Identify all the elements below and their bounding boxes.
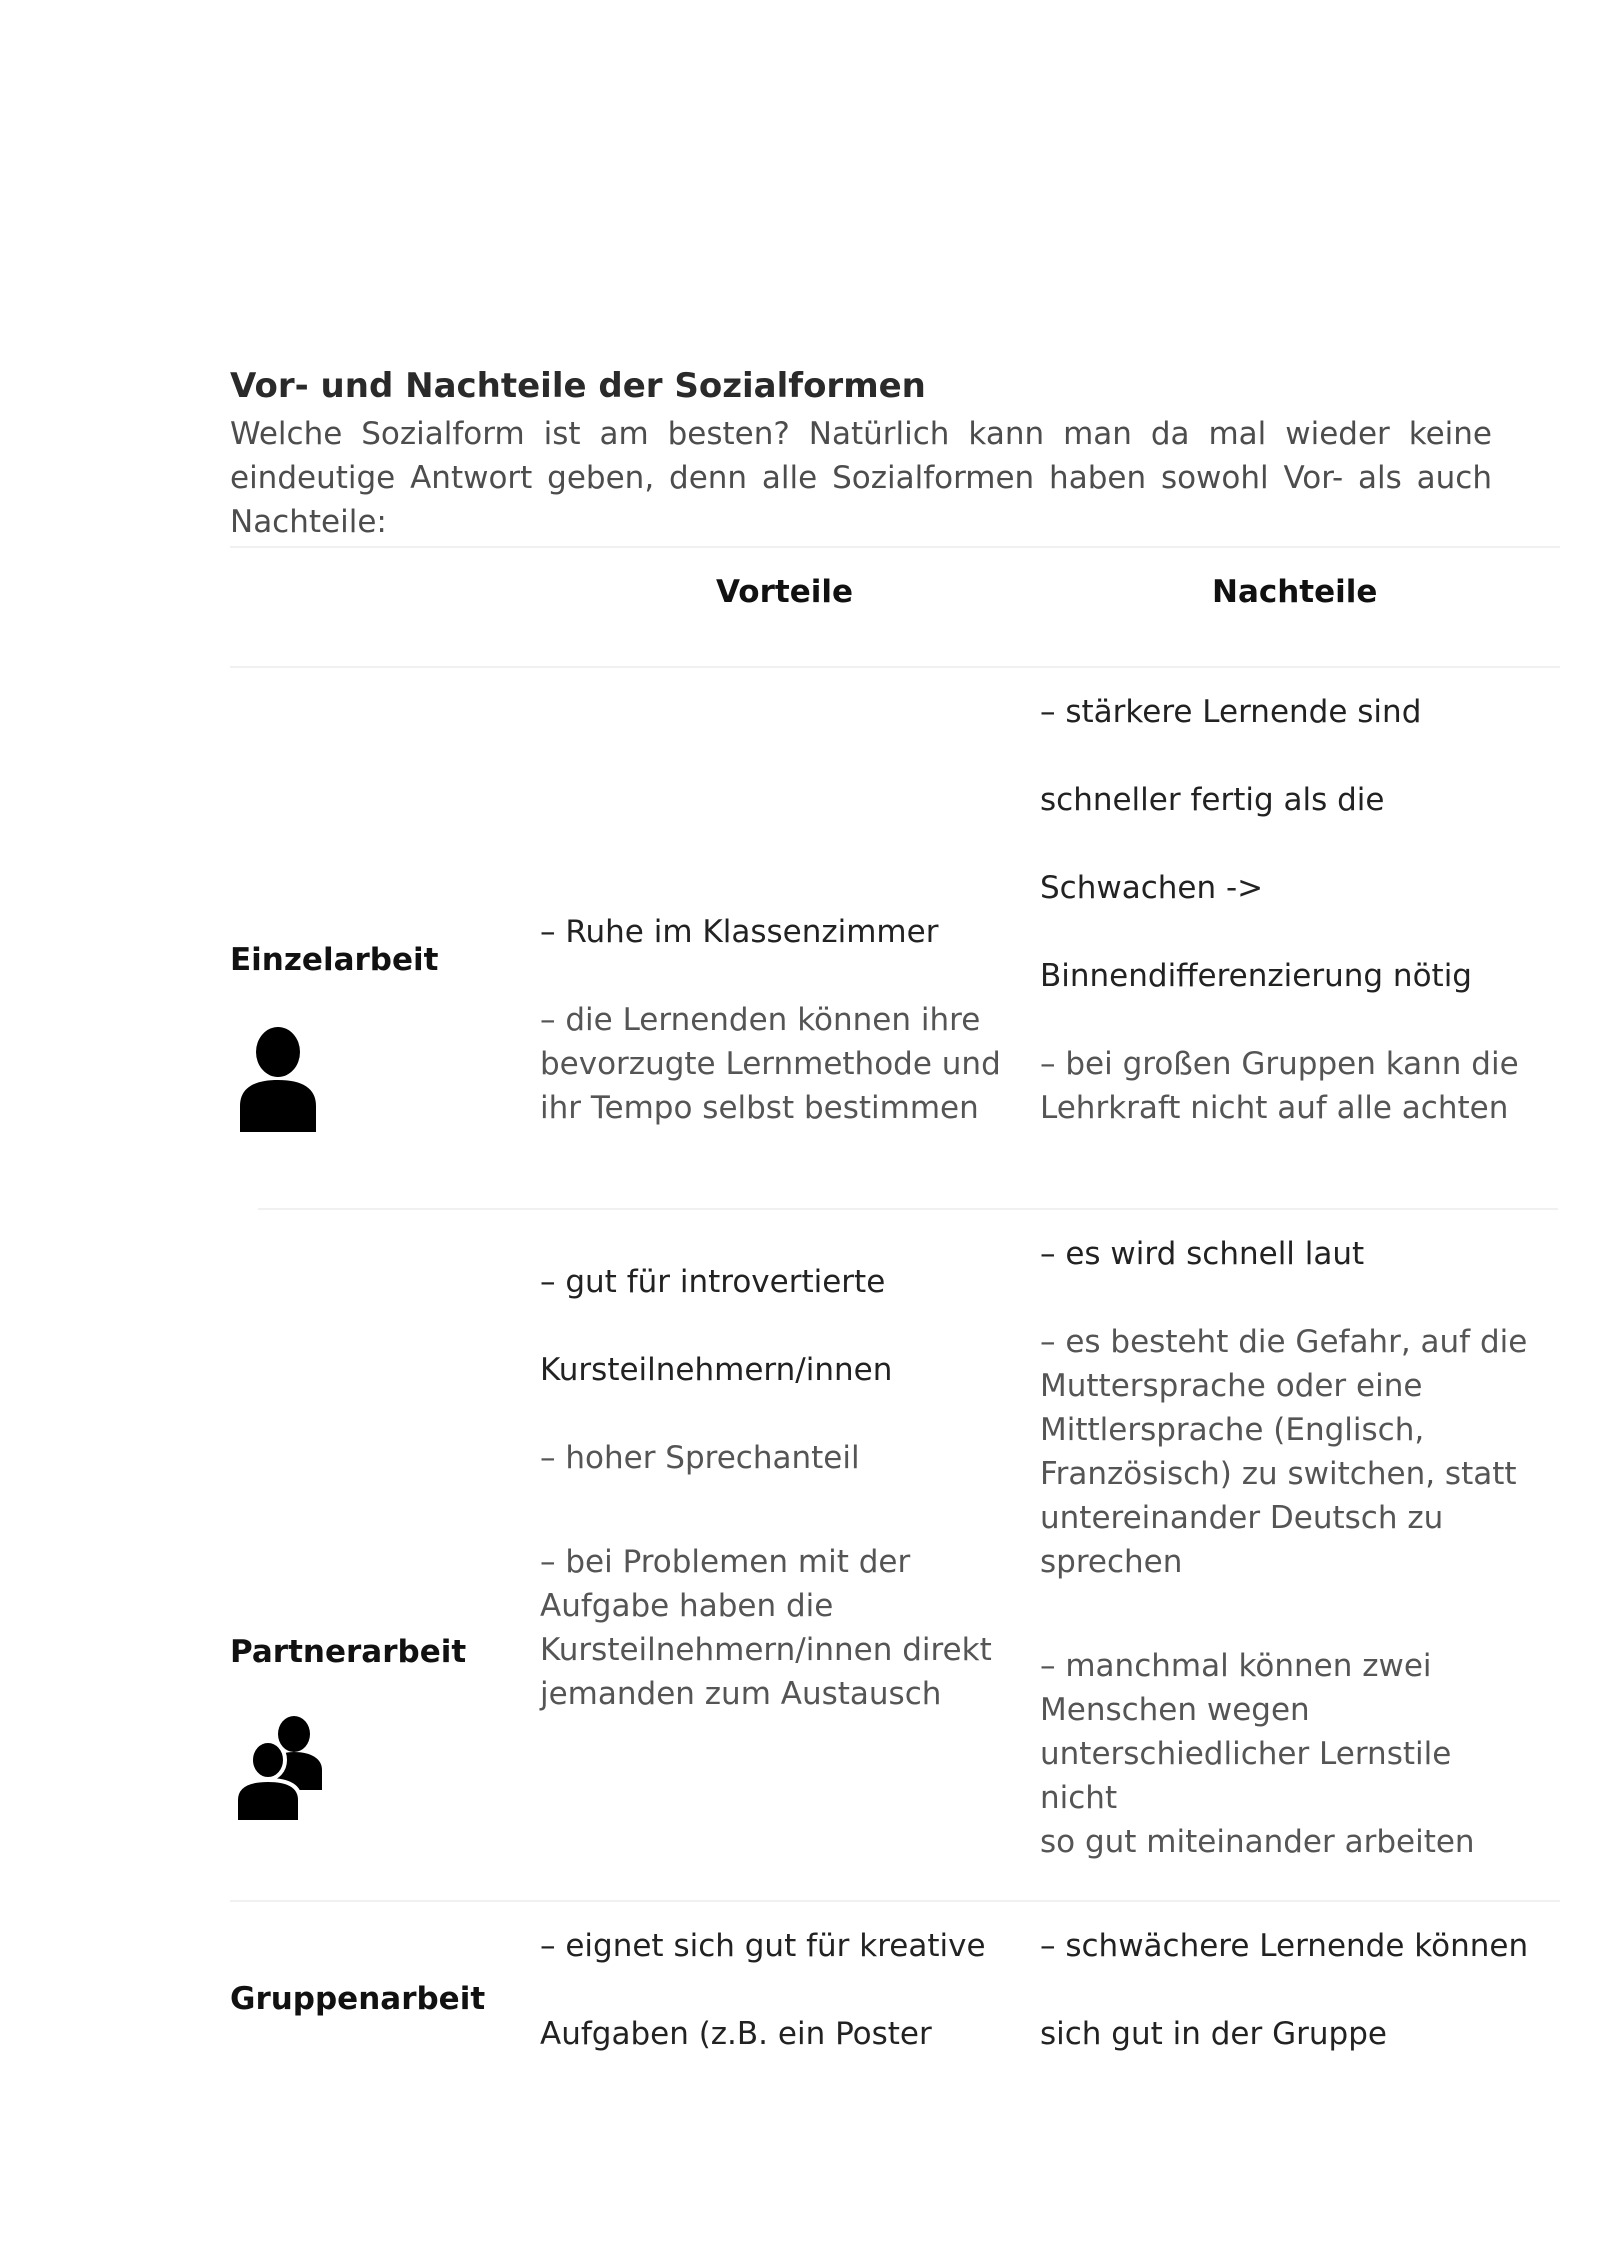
list-item: – eignet sich gut für kreative xyxy=(540,1928,986,1964)
list-item: Französisch) zu switchen, statt xyxy=(1040,1456,1517,1492)
list-item: – bei Problemen mit der xyxy=(540,1544,911,1580)
list-item: unterschiedlicher Lernstile nicht xyxy=(1040,1736,1452,1816)
list-item: untereinander Deutsch zu xyxy=(1040,1500,1444,1536)
row-divider xyxy=(230,1900,1560,1902)
row-label-gruppenarbeit: Gruppenarbeit xyxy=(230,1981,486,2017)
list-item: sich gut in der Gruppe xyxy=(1040,2016,1387,2052)
list-item: Mittlersprache (Englisch, xyxy=(1040,1412,1425,1448)
row-gruppenarbeit-vorteile xyxy=(540,1924,1030,2056)
list-item: bevorzugte Lernmethode und xyxy=(540,1046,1001,1082)
list-item: – manchmal können zwei xyxy=(1040,1648,1432,1684)
list-item: Lehrkraft nicht auf alle achten xyxy=(1040,1090,1509,1126)
list-item: – die Lernenden können ihre xyxy=(540,1002,981,1038)
list-item: – es besteht die Gefahr, auf die xyxy=(1040,1324,1528,1360)
list-item: Binnendifferenzierung nötig xyxy=(1040,958,1472,994)
list-item: jemanden zum Austausch xyxy=(540,1676,942,1712)
list-item: ihr Tempo selbst bestimmen xyxy=(540,1090,979,1126)
list-item: Kursteilnehmern/innen xyxy=(540,1352,893,1388)
two-persons-icon xyxy=(234,1712,326,1828)
column-header-nachteile: Nachteile xyxy=(1212,574,1378,610)
single-person-icon xyxy=(236,1024,320,1136)
list-item: so gut miteinander arbeiten xyxy=(1040,1824,1475,1860)
table-top-divider xyxy=(230,546,1560,548)
list-item: Muttersprache oder eine xyxy=(1040,1368,1423,1404)
list-item: schneller fertig als die xyxy=(1040,782,1385,818)
header-divider xyxy=(230,666,1560,668)
intro-paragraph: Welche Sozialform ist am besten? Natürlich kann man da mal wieder keine eindeutige Antwort geben, denn alle Sozialformen haben sowohl Vor- als auch Nachteile: xyxy=(230,416,1492,540)
row-gruppenarbeit-nachteile xyxy=(1040,1924,1530,2056)
list-item: Aufgabe haben die xyxy=(540,1588,834,1624)
list-item: Kursteilnehmern/innen direkt xyxy=(540,1632,992,1668)
intro-section xyxy=(230,362,1492,544)
list-item: – hoher Sprechanteil xyxy=(540,1440,860,1476)
row-partnerarbeit-nachteile xyxy=(1040,1232,1530,1864)
list-item: Schwachen -> xyxy=(1040,870,1264,906)
row-label-einzelarbeit: Einzelarbeit xyxy=(230,942,439,978)
list-item: Aufgaben (z.B. ein Poster xyxy=(540,2016,932,2052)
page-title: Vor- und Nachteile der Sozialformen xyxy=(230,366,926,406)
list-item: – stärkere Lernende sind xyxy=(1040,694,1422,730)
row-einzelarbeit-nachteile xyxy=(1040,690,1530,1130)
row-partnerarbeit-vorteile xyxy=(540,1260,1030,1716)
list-item: – gut für introvertierte xyxy=(540,1264,886,1300)
row-label-partnerarbeit: Partnerarbeit xyxy=(230,1634,467,1670)
row-divider xyxy=(258,1208,1558,1210)
list-item: – bei großen Gruppen kann die xyxy=(1040,1046,1519,1082)
list-item: sprechen xyxy=(1040,1544,1183,1580)
row-einzelarbeit-vorteile xyxy=(540,910,1030,1130)
list-item: – schwächere Lernende können xyxy=(1040,1928,1529,1964)
list-item: – es wird schnell laut xyxy=(1040,1236,1365,1272)
column-header-vorteile: Vorteile xyxy=(716,574,854,610)
list-item: Menschen wegen xyxy=(1040,1692,1310,1728)
list-item: – Ruhe im Klassenzimmer xyxy=(540,914,939,950)
